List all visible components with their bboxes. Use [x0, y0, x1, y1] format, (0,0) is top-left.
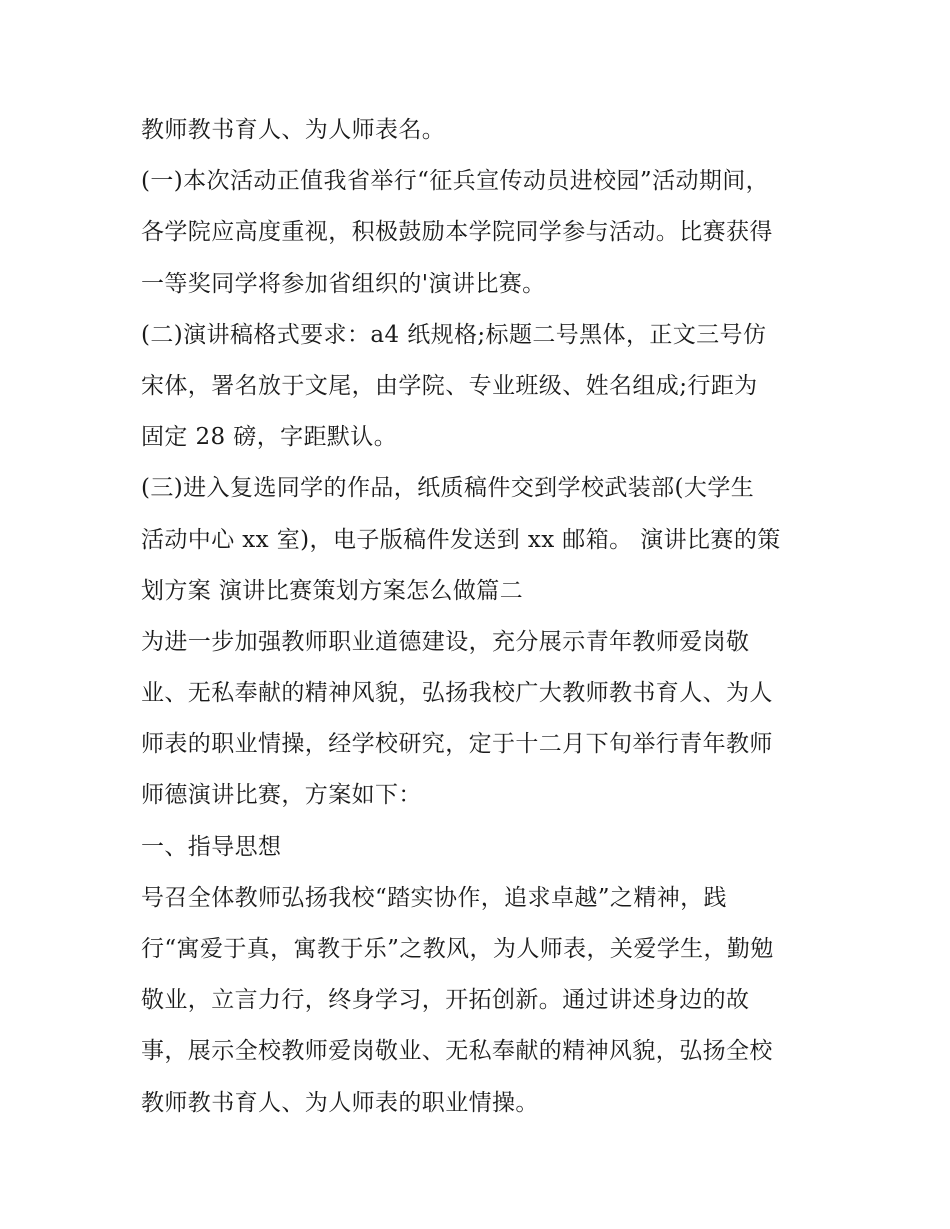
text-line: 一等奖同学将参加省组织的'演讲比赛。 [141, 270, 546, 297]
text-line: 师德演讲比赛，方案如下： [141, 782, 422, 809]
text-line: 划方案 演讲比赛策划方案怎么做篇二 [141, 577, 524, 604]
text-line: 敬业，立言力行，终身学习，开拓创新。通过讲述身边的故 [141, 987, 750, 1014]
text-line: 教师教书育人、为人师表名。 [141, 117, 446, 143]
text-line: (二)演讲稿格式要求：a4 纸规格;标题二号黑体，正文三号仿 [141, 321, 767, 348]
text-line: 为进一步加强教师职业道德建设，充分展示青年教师爱岗敬 [141, 628, 750, 655]
text-line: 各学院应高度重视，积极鼓励本学院同学参与活动。比赛获得 [141, 219, 773, 246]
text-line: 固定 28 磅，字距默认。 [141, 424, 398, 451]
text-line: 师表的职业情操，经学校研究，定于十二月下旬举行青年教师 [141, 731, 773, 758]
text-line: (三)进入复选同学的作品，纸质稿件交到学校武装部(大学生 [141, 475, 755, 502]
document-body [141, 105, 821, 1129]
text-line: 业、无私奉献的精神风貌，弘扬我校广大教师教书育人、为人 [141, 680, 773, 707]
text-line: 号召全体教师弘扬我校“踏实协作，追求卓越”之精神，践 [141, 884, 727, 911]
text-line: 事，展示全校教师爱岗敬业、无私奉献的精神风貌，弘扬全校 [141, 1038, 773, 1065]
text-line: 活动中心 xx 室)，电子版稿件发送到 xx 邮箱。 演讲比赛的策 [141, 526, 781, 553]
text-line: 行“寓爱于真，寓教于乐”之教风，为人师表，关爱学生，勤勉 [141, 936, 774, 962]
text-line: 宋体，署名放于文尾，由学院、专业班级、姓名组成;行距为 [141, 372, 758, 399]
section-heading: 一、指导思想 [141, 833, 282, 860]
text-line: (一)本次活动正值我省举行“征兵宣传动员进校园”活动期间， [141, 168, 770, 195]
text-line: 教师教书育人、为人师表的职业情操。 [141, 1089, 539, 1116]
